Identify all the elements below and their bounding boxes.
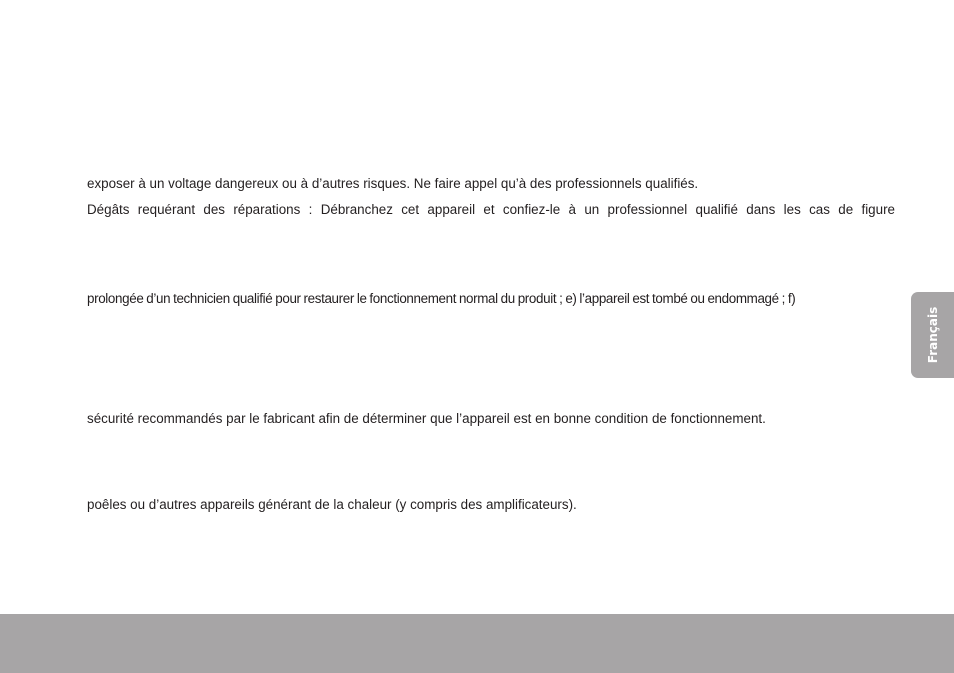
body-text-line-1: exposer à un voltage dangereux ou à d’autres risques. Ne faire appel qu’à des professionnels qualifiés. [87,176,699,191]
body-text-line-5: poêles ou d’autres appareils générant de la chaleur (y compris des amplificateurs). [87,497,577,512]
body-text-line-2: Dégâts requérant des réparations : Débranchez cet appareil et confiez-le à un professionnel qualifié dans les cas de figure [87,202,895,217]
language-tab [911,292,954,378]
body-text-line-4: sécurité recommandés par le fabricant afin de déterminer que l’appareil est en bonne condition de fonctionnement. [87,411,766,426]
footer-bar [0,614,954,673]
body-text-line-3: prolongée d’un technicien qualifié pour restaurer le fonctionnement normal du produit ; e) l’appareil est tombé ou endommagé ; f) [87,291,796,306]
language-tab-label: Français [925,306,940,364]
